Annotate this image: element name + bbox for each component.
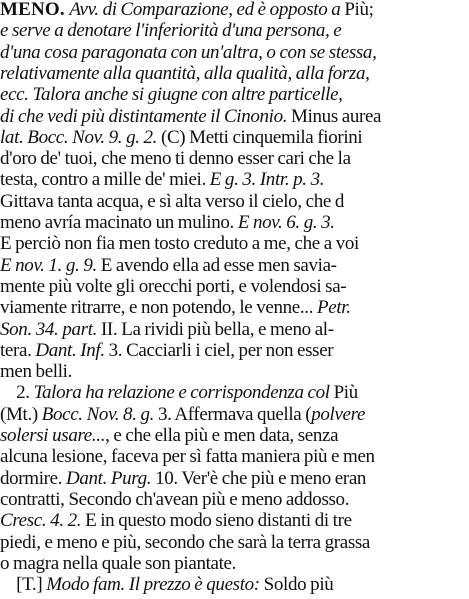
text-line	[0, 276, 346, 298]
text-segment: meno avría macinato un mulino.	[0, 212, 238, 233]
text-line	[0, 382, 358, 404]
text-segment: tera.	[0, 339, 36, 361]
text-line	[0, 212, 335, 234]
text-segment: (C) Metti cinquemila fiorini	[160, 126, 363, 148]
text-segment: alcuna lesione, faceva per sì fatta maniera più e men	[0, 446, 375, 468]
text-segment: o magra nella quale son piantate.	[0, 552, 237, 574]
italic-text-segment: relativamente alla quantità, alla qualità, alla forza,	[0, 62, 370, 84]
text-line	[0, 297, 351, 319]
text-segment: E in questo modo sieno distanti di tre	[85, 510, 352, 532]
text-line	[0, 532, 370, 554]
italic-text-segment: Dant. Purg.	[66, 467, 156, 489]
text-line	[0, 20, 341, 42]
italic-text-segment: Petr.	[317, 297, 351, 319]
italic-text-segment: Cresc. 4. 2.	[0, 510, 86, 532]
text-line	[0, 574, 333, 596]
text-line	[0, 489, 349, 511]
italic-text-segment: Talora ha relazione e corrispondenza col	[33, 382, 334, 404]
italic-text-segment: di che vedi più distintamente il Cinonio.	[0, 105, 292, 127]
italic-text-segment: Son. 34. part.	[0, 318, 101, 340]
text-line	[0, 340, 333, 362]
text-line	[0, 84, 343, 106]
text-segment: 3. Affermava quella (	[157, 403, 312, 425]
italic-text-segment: solersi usare...	[0, 425, 106, 446]
italic-text-segment: polvere	[311, 403, 366, 425]
text-segment: Più;	[344, 0, 374, 20]
text-segment: Più	[333, 382, 358, 404]
italic-text-segment: Bocc. Nov. 8. g.	[41, 403, 158, 425]
text-segment: (Mt.)	[0, 403, 42, 425]
text-segment: , e che ella più e men data, senza	[105, 425, 339, 446]
italic-text-segment: e serve a denotare l'inferiorità d'una persona, e	[0, 20, 342, 42]
text-line	[0, 148, 351, 170]
text-segment: viamente ritrarre, e non potendo, le venne...	[0, 297, 317, 319]
text-segment: piedi, e meno e più, secondo che sarà la terra grassa	[0, 531, 371, 553]
text-segment: 10. Ver'è che più e meno eran	[155, 467, 367, 489]
text-line	[0, 255, 337, 277]
text-line	[0, 446, 375, 468]
italic-text-segment: E nov. 6. g. 3.	[237, 212, 335, 233]
italic-text-segment: Dant. Inf.	[35, 339, 109, 361]
text-line	[0, 233, 359, 255]
text-segment: Soldo più	[263, 574, 334, 596]
text-line	[0, 468, 366, 490]
italic-text-segment: E nov. 1. g. 9.	[0, 254, 101, 276]
italic-text-segment: E g. 3. Intr. p. 3.	[209, 169, 325, 191]
italic-text-segment: Avv. di Comparazione, ed è opposto a	[69, 0, 345, 20]
text-segment: men belli.	[0, 361, 72, 383]
text-segment: Minus aurea	[291, 105, 382, 127]
italic-text-segment: lat. Bocc. Nov. 9. g. 2.	[0, 126, 161, 148]
text-segment: [T.]	[0, 574, 47, 596]
italic-text-segment: Modo fam. Il prezzo è questo:	[46, 574, 264, 596]
text-segment: d'oro de' tuoi, che meno ti denno esser cari che la	[0, 148, 351, 170]
text-segment: 3. Cacciarli i ciel, per non esser	[108, 339, 334, 361]
text-line	[0, 319, 334, 341]
text-line	[0, 553, 236, 575]
text-line	[0, 0, 374, 21]
text-line	[0, 191, 344, 213]
text-segment: E avendo ella ad esse men savia-	[100, 254, 337, 276]
text-line	[0, 42, 376, 64]
text-line	[0, 425, 338, 447]
text-line	[0, 127, 362, 149]
text-line	[0, 361, 72, 383]
italic-text-segment: ecc. Talora anche si giugne con altre particelle,	[0, 84, 343, 106]
text-line	[0, 169, 324, 191]
text-line	[0, 106, 381, 128]
text-segment: II. La rividi più bella, e meno al-	[100, 318, 334, 340]
text-line	[0, 510, 352, 532]
headword: MENO.	[0, 0, 70, 20]
text-segment: Gittava tanta acqua, e sì alta verso il cielo, che d	[0, 190, 344, 212]
italic-text-segment: d'una cosa paragonata con un'altra, o con se stessa,	[0, 41, 377, 63]
text-segment: testa, contro a mille de' miei.	[0, 169, 210, 191]
text-line	[0, 63, 370, 85]
text-segment: dormire.	[0, 467, 66, 489]
text-line	[0, 404, 365, 426]
text-segment: mente più volte gli orecchi porti, e volendosi sa-	[0, 275, 347, 297]
text-segment: contratti, Secondo ch'avean più e meno addosso.	[0, 488, 350, 510]
text-segment: E perciò non fia men tosto creduto a me, che a voi	[0, 233, 359, 255]
text-segment: 2.	[0, 382, 34, 404]
